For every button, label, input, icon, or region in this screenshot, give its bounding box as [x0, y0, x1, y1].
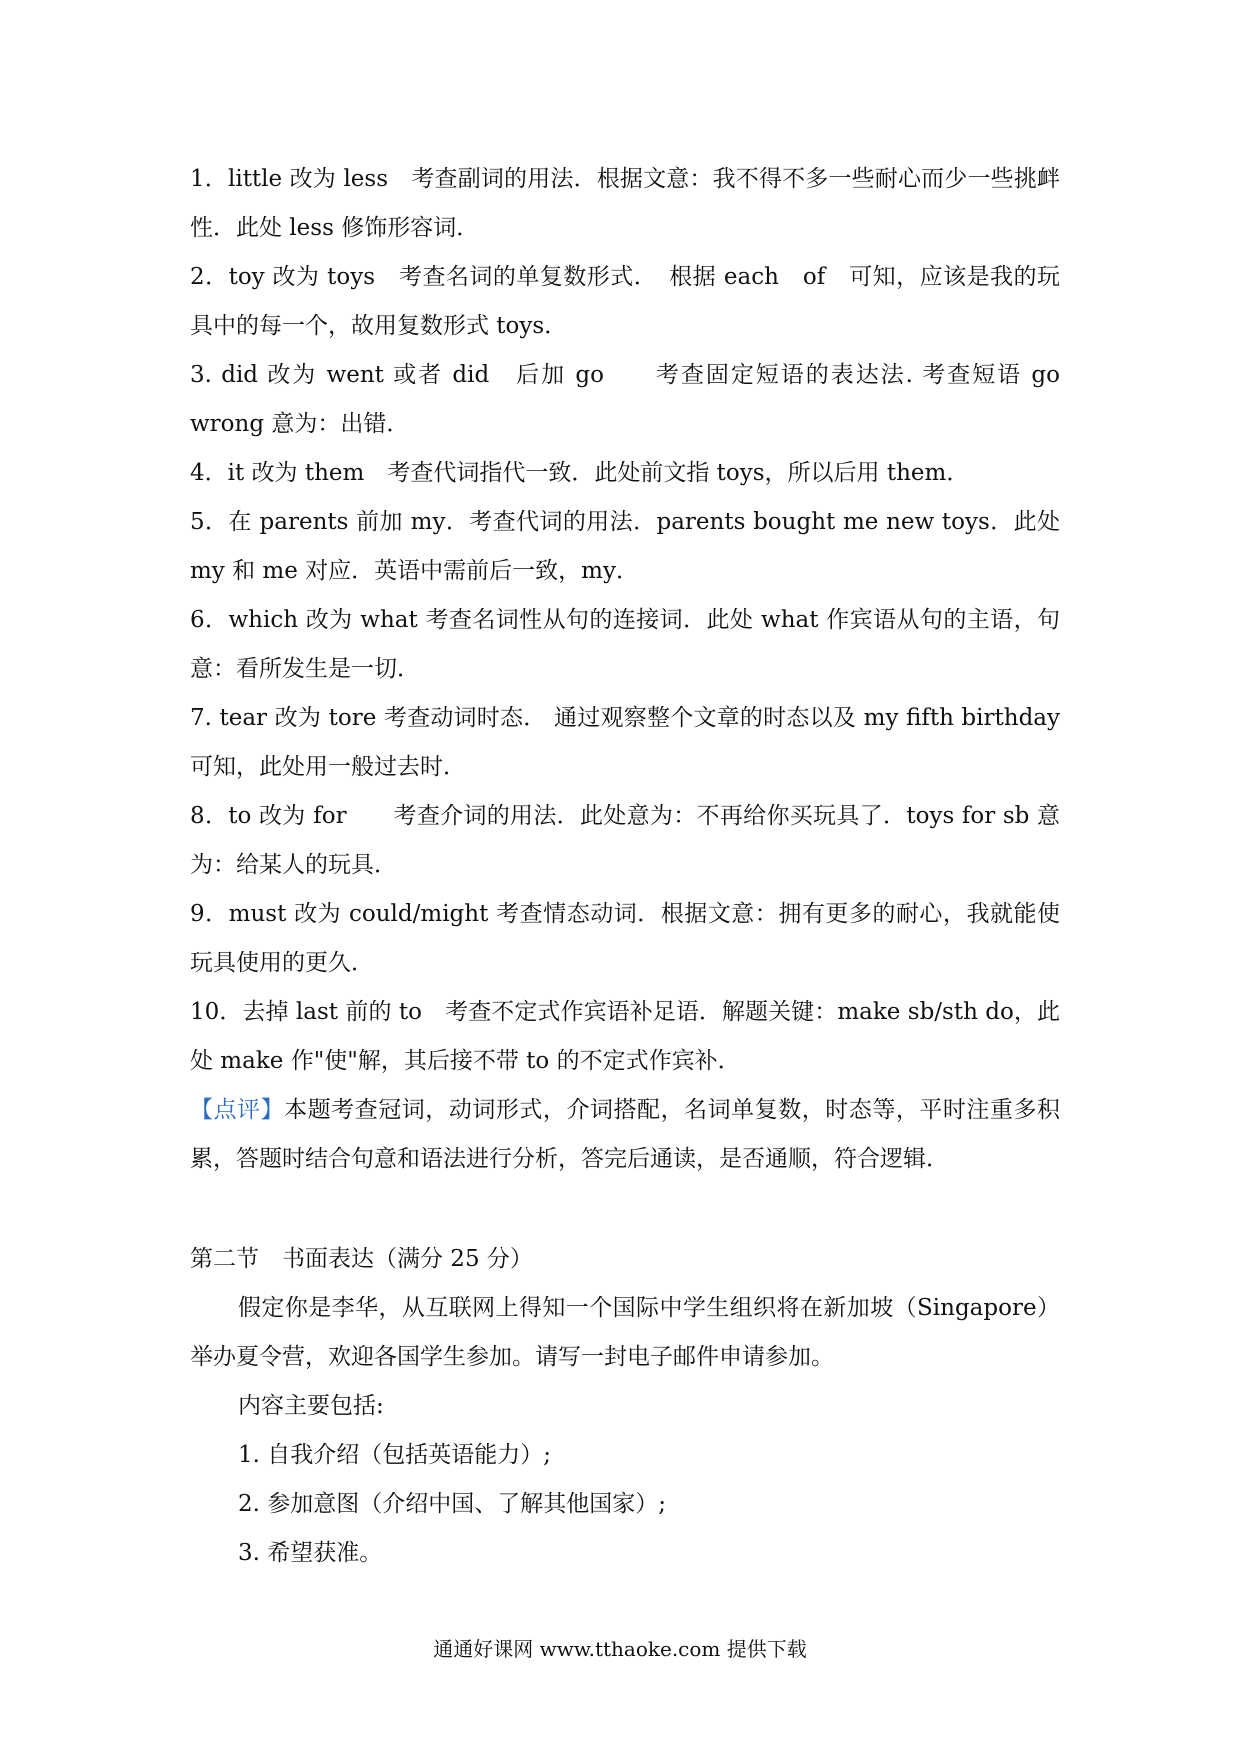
answer-item-5: 5．在 parents 前加 my．考查代词的用法．parents bought me new toys．此处 my 和 me 对应．英语中需前后一致，my．: [190, 509, 1060, 584]
comment-paragraph: [190, 1086, 1060, 1184]
answer-item-9: 9．must 改为 could/might 考查情态动词．根据文意：拥有更多的耐心，我就能使玩具使用的更久．: [190, 901, 1060, 976]
answer-item-10: 10．去掉 last 前的 to 考查不定式作宾语补足语．解题关键：make sb/sth do，此处 make 作"使"解，其后接不带 to 的不定式作宾补．: [190, 999, 1060, 1074]
content-heading: 内容主要包括:: [238, 1393, 384, 1419]
page-footer: 通通好课网 www.tthaoke.com 提供下载: [433, 1637, 807, 1661]
answer-item-3: 3. did 改为 went 或者 did 后加 go 考查固定短语的表达法. 考查短语 go wrong 意为：出错．: [190, 362, 1060, 437]
answer-item-6: 6．which 改为 what 考查名词性从句的连接词．此处 what 作宾语从句的主语，句意：看所发生是一切．: [190, 607, 1060, 682]
answer-item-7: 7. tear 改为 tore 考查动词时态． 通过观察整个文章的时态以及 my fifth birthday 可知，此处用一般过去时．: [190, 705, 1060, 780]
section-title: 第二节 书面表达（满分 25 分）: [190, 1246, 533, 1272]
writing-section: [190, 1235, 1060, 1578]
requirement-item-3: 3. 希望获准。: [238, 1540, 383, 1566]
answer-item-4: 4．it 改为 them 考查代词指代一致．此处前文指 toys，所以后用 them．: [190, 460, 970, 486]
requirement-item-2: 2. 参加意图（介绍中国、了解其他国家）;: [238, 1491, 667, 1517]
comment-text: 本题考查冠词，动词形式，介词搭配，名词单复数，时态等，平时注重多积累，答题时结合句意和语法进行分析，答完后通读，是否通顺，符合逻辑．: [190, 1097, 1061, 1172]
requirement-item-1: 1. 自我介绍（包括英语能力）;: [238, 1442, 552, 1468]
page-content: [190, 155, 1060, 1578]
comment-tag: 【点评】: [190, 1097, 285, 1123]
answer-item-8: 8．to 改为 for 考查介词的用法．此处意为：不再给你买玩具了．toys for sb 意为：给某人的玩具．: [190, 803, 1060, 878]
answer-item-1: 1．little 改为 less 考查副词的用法．根据文意：我不得不多一些耐心而少一些挑衅性．此处 less 修饰形容词．: [190, 166, 1060, 241]
writing-prompt: 假定你是李华，从互联网上得知一个国际中学生组织将在新加坡（Singapore）举办夏令营，欢迎各国学生参加。请写一封电子邮件申请参加。: [190, 1295, 1060, 1370]
answer-list: [190, 155, 1060, 1086]
answer-item-2: 2．toy 改为 toys 考查名词的单复数形式． 根据 each of 可知，应该是我的玩具中的每一个，故用复数形式 toys．: [190, 264, 1060, 339]
